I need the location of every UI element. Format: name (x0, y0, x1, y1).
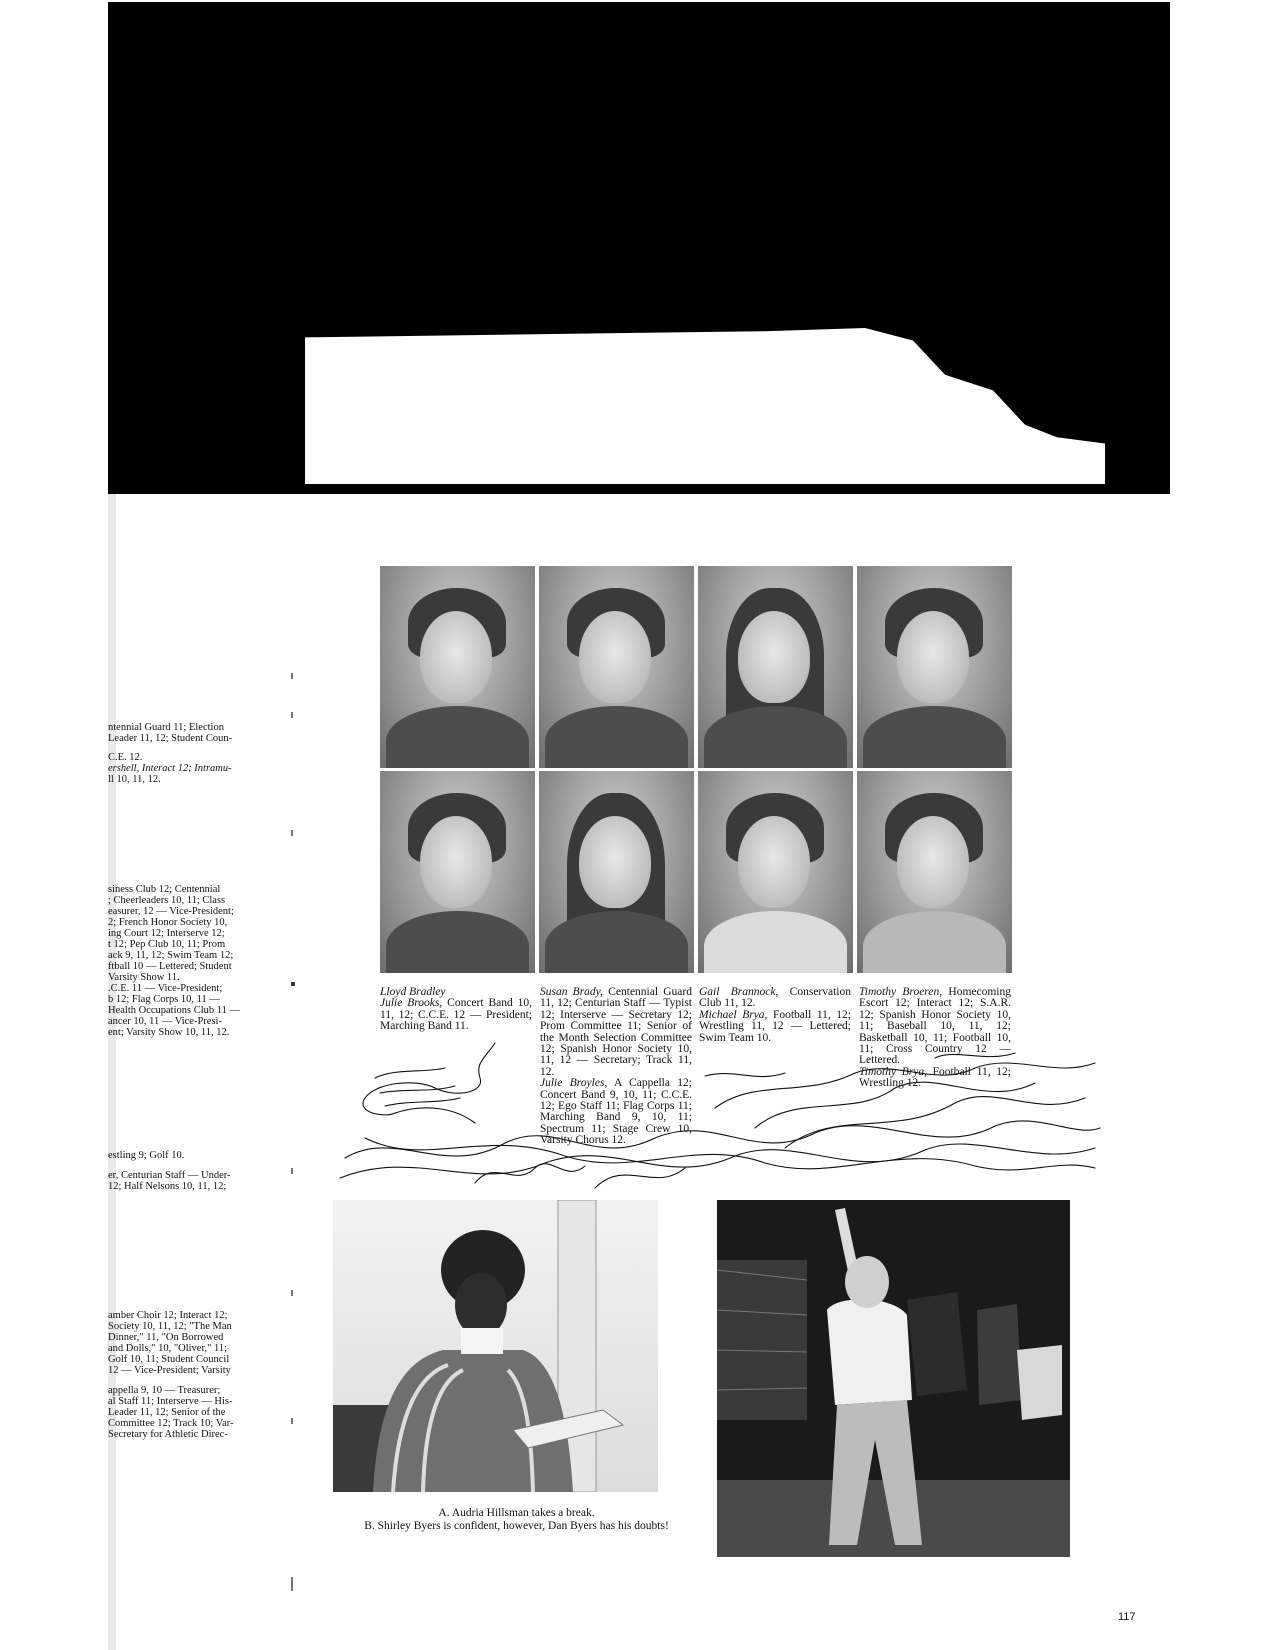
text-line: Secretary for Athletic Direc- (108, 1429, 228, 1440)
text-line: Dinner," 11, "On Borrowed (108, 1332, 224, 1343)
text-line: ancer 10, 11 — Vice-Presi- (108, 1016, 222, 1027)
student-activities: Concert Band 10, 11, 12; C.C.E. 12 — President; Marching Band 11. (380, 997, 532, 1033)
gutter-mark (291, 1168, 293, 1174)
text-line: easurer, 12 — Vice-President; (108, 906, 234, 917)
student-name: Susan Brady, (540, 986, 604, 998)
portrait-julie-broyles (539, 771, 694, 973)
portrait-susan-brady (539, 566, 694, 768)
caption-column-3 (699, 987, 851, 1044)
spacer (108, 744, 256, 752)
student-activities: Football 11, 12; Wrestling 11, 12 — Lettered; Swim Team 10. (699, 1008, 851, 1044)
text-line: Committee 12; Track 10; Var- (108, 1418, 234, 1429)
text-line: ing Court 12; Interserve 12; (108, 928, 225, 939)
gutter-mark (291, 712, 293, 718)
text-line: .C.E. 11 — Vice-President; (108, 983, 223, 994)
portrait-timothy-brya (857, 771, 1012, 973)
text-line: amber Choir 12; Interact 12; (108, 1310, 228, 1321)
student-activities: Centennial Guard 11, 12; Centurian Staff — Typist 12; Interserve — Secretary 12; Prom Committee 11; Senior of the Month Selection Committee 12; Spanish Honor Society 10, 11, 12 — Secretary; Track 11, 12. (540, 986, 692, 1078)
portrait-lloyd-bradley (380, 566, 535, 768)
spacer (108, 1376, 256, 1385)
pen-scribble (335, 1038, 1105, 1198)
page-number: 117 (1118, 1611, 1136, 1623)
left-column-block-3 (108, 1150, 256, 1192)
gutter-mark (291, 830, 293, 836)
text-line: ll 10, 11, 12. (108, 774, 161, 785)
text-line: Varsity Show 11. (108, 972, 180, 983)
text-line: Leader 11, 12; Senior of the (108, 1407, 226, 1418)
gutter-mark (291, 673, 293, 679)
text-line: C.E. 12. (108, 752, 143, 763)
text-line: al Staff 11; Interserve — His- (108, 1396, 233, 1407)
student-name: Timothy Brya, (859, 1065, 927, 1078)
photo-caption-line: A. Audria Hillsman takes a break. (438, 1507, 595, 1519)
student-activities: Football 11, 12; Wrestling 12. (859, 1065, 1012, 1090)
text-line: siness Club 12; Centennial (108, 884, 221, 895)
student-activities: A Cappella 12; Concert Band 9, 10, 11; C.C.E. 12; Ego Staff 11; Flag Corps 11; Marching Band 9, 10, 11; Spectrum 11; Stage Crew 10, Varsity Chorus 12. (540, 1077, 692, 1147)
portrait-timothy-broeren (857, 566, 1012, 768)
text-line: er, Centurian Staff — Under- (108, 1170, 231, 1181)
text-line: estling 9; Golf 10. (108, 1150, 185, 1161)
left-column-block-4 (108, 1310, 256, 1440)
text-line: 12 — Vice-President; Varsity (108, 1365, 231, 1376)
text-line: and Dolls," 10, "Oliver," 11; (108, 1343, 228, 1354)
student-name: Julie Brooks, (380, 997, 443, 1010)
text-line: Society 10, 11, 12; "The Man (108, 1321, 232, 1332)
photo-a-audria-hillsman (333, 1200, 658, 1492)
text-line: ent; Varsity Show 10, 11, 12. (108, 1027, 230, 1038)
text-line: ershell, Interact 12; Intramu- (108, 763, 232, 774)
text-line: ntennial Guard 11; Election (108, 722, 224, 733)
text-line: Health Occupations Club 11 — (108, 1005, 241, 1016)
left-column-block-2 (108, 884, 256, 1038)
caption-column-1 (380, 987, 532, 1033)
student-name: Timothy Broeren, (859, 986, 943, 998)
gutter-mark (291, 1418, 293, 1424)
gutter-mark (291, 1577, 293, 1591)
student-name: Gail Brannock, (699, 986, 779, 998)
student-activities: Conservation Club 11, 12. (699, 986, 852, 1010)
gutter-mark (291, 982, 295, 986)
text-line: t 12; Pep Club 10, 11; Prom (108, 939, 226, 950)
scan-edge (108, 494, 116, 1650)
text-line: b 12; Flag Corps 10, 11 — (108, 994, 220, 1005)
student-name: Julie Broyles, (540, 1077, 608, 1090)
photo-caption (330, 1507, 703, 1533)
text-line: Golf 10, 11; Student Council (108, 1354, 230, 1365)
photo-caption-line: B. Shirley Byers is confident, however, Dan Byers has his doubts! (364, 1520, 669, 1532)
portrait-julie-brooks (380, 771, 535, 973)
spacer (108, 1161, 256, 1170)
text-line: appella 9, 10 — Treasurer; (108, 1385, 221, 1396)
student-name: Michael Brya, (699, 1008, 768, 1021)
text-line: Leader 11, 12; Student Coun- (108, 733, 233, 744)
student-name: Lloyd Bradley (380, 986, 446, 998)
portrait-michael-brya (698, 771, 853, 973)
text-line: 12; Half Nelsons 10, 11, 12; (108, 1181, 227, 1192)
text-line: ack 9, 11, 12; Swim Team 12; (108, 950, 234, 961)
text-line: ftball 10 — Lettered; Student (108, 961, 232, 972)
text-line: 2; French Honor Society 10, (108, 917, 228, 928)
portrait-grid (380, 566, 1012, 973)
portrait-gail-brannock (698, 566, 853, 768)
text-line: ; Cheerleaders 10, 11; Class (108, 895, 226, 906)
photo-b-shirley-dan-byers (717, 1200, 1070, 1557)
left-column-block-1 (108, 722, 256, 785)
student-activities: Homecoming Escort 12; Interact 12; S.A.R. 12; Spanish Honor Society 10, 11; Baseball 10, 11, 12; Basketball 10, 11; Football 10, 11; Cross Country 12 — Lettered. (859, 986, 1011, 1067)
gutter-mark (291, 1290, 293, 1296)
